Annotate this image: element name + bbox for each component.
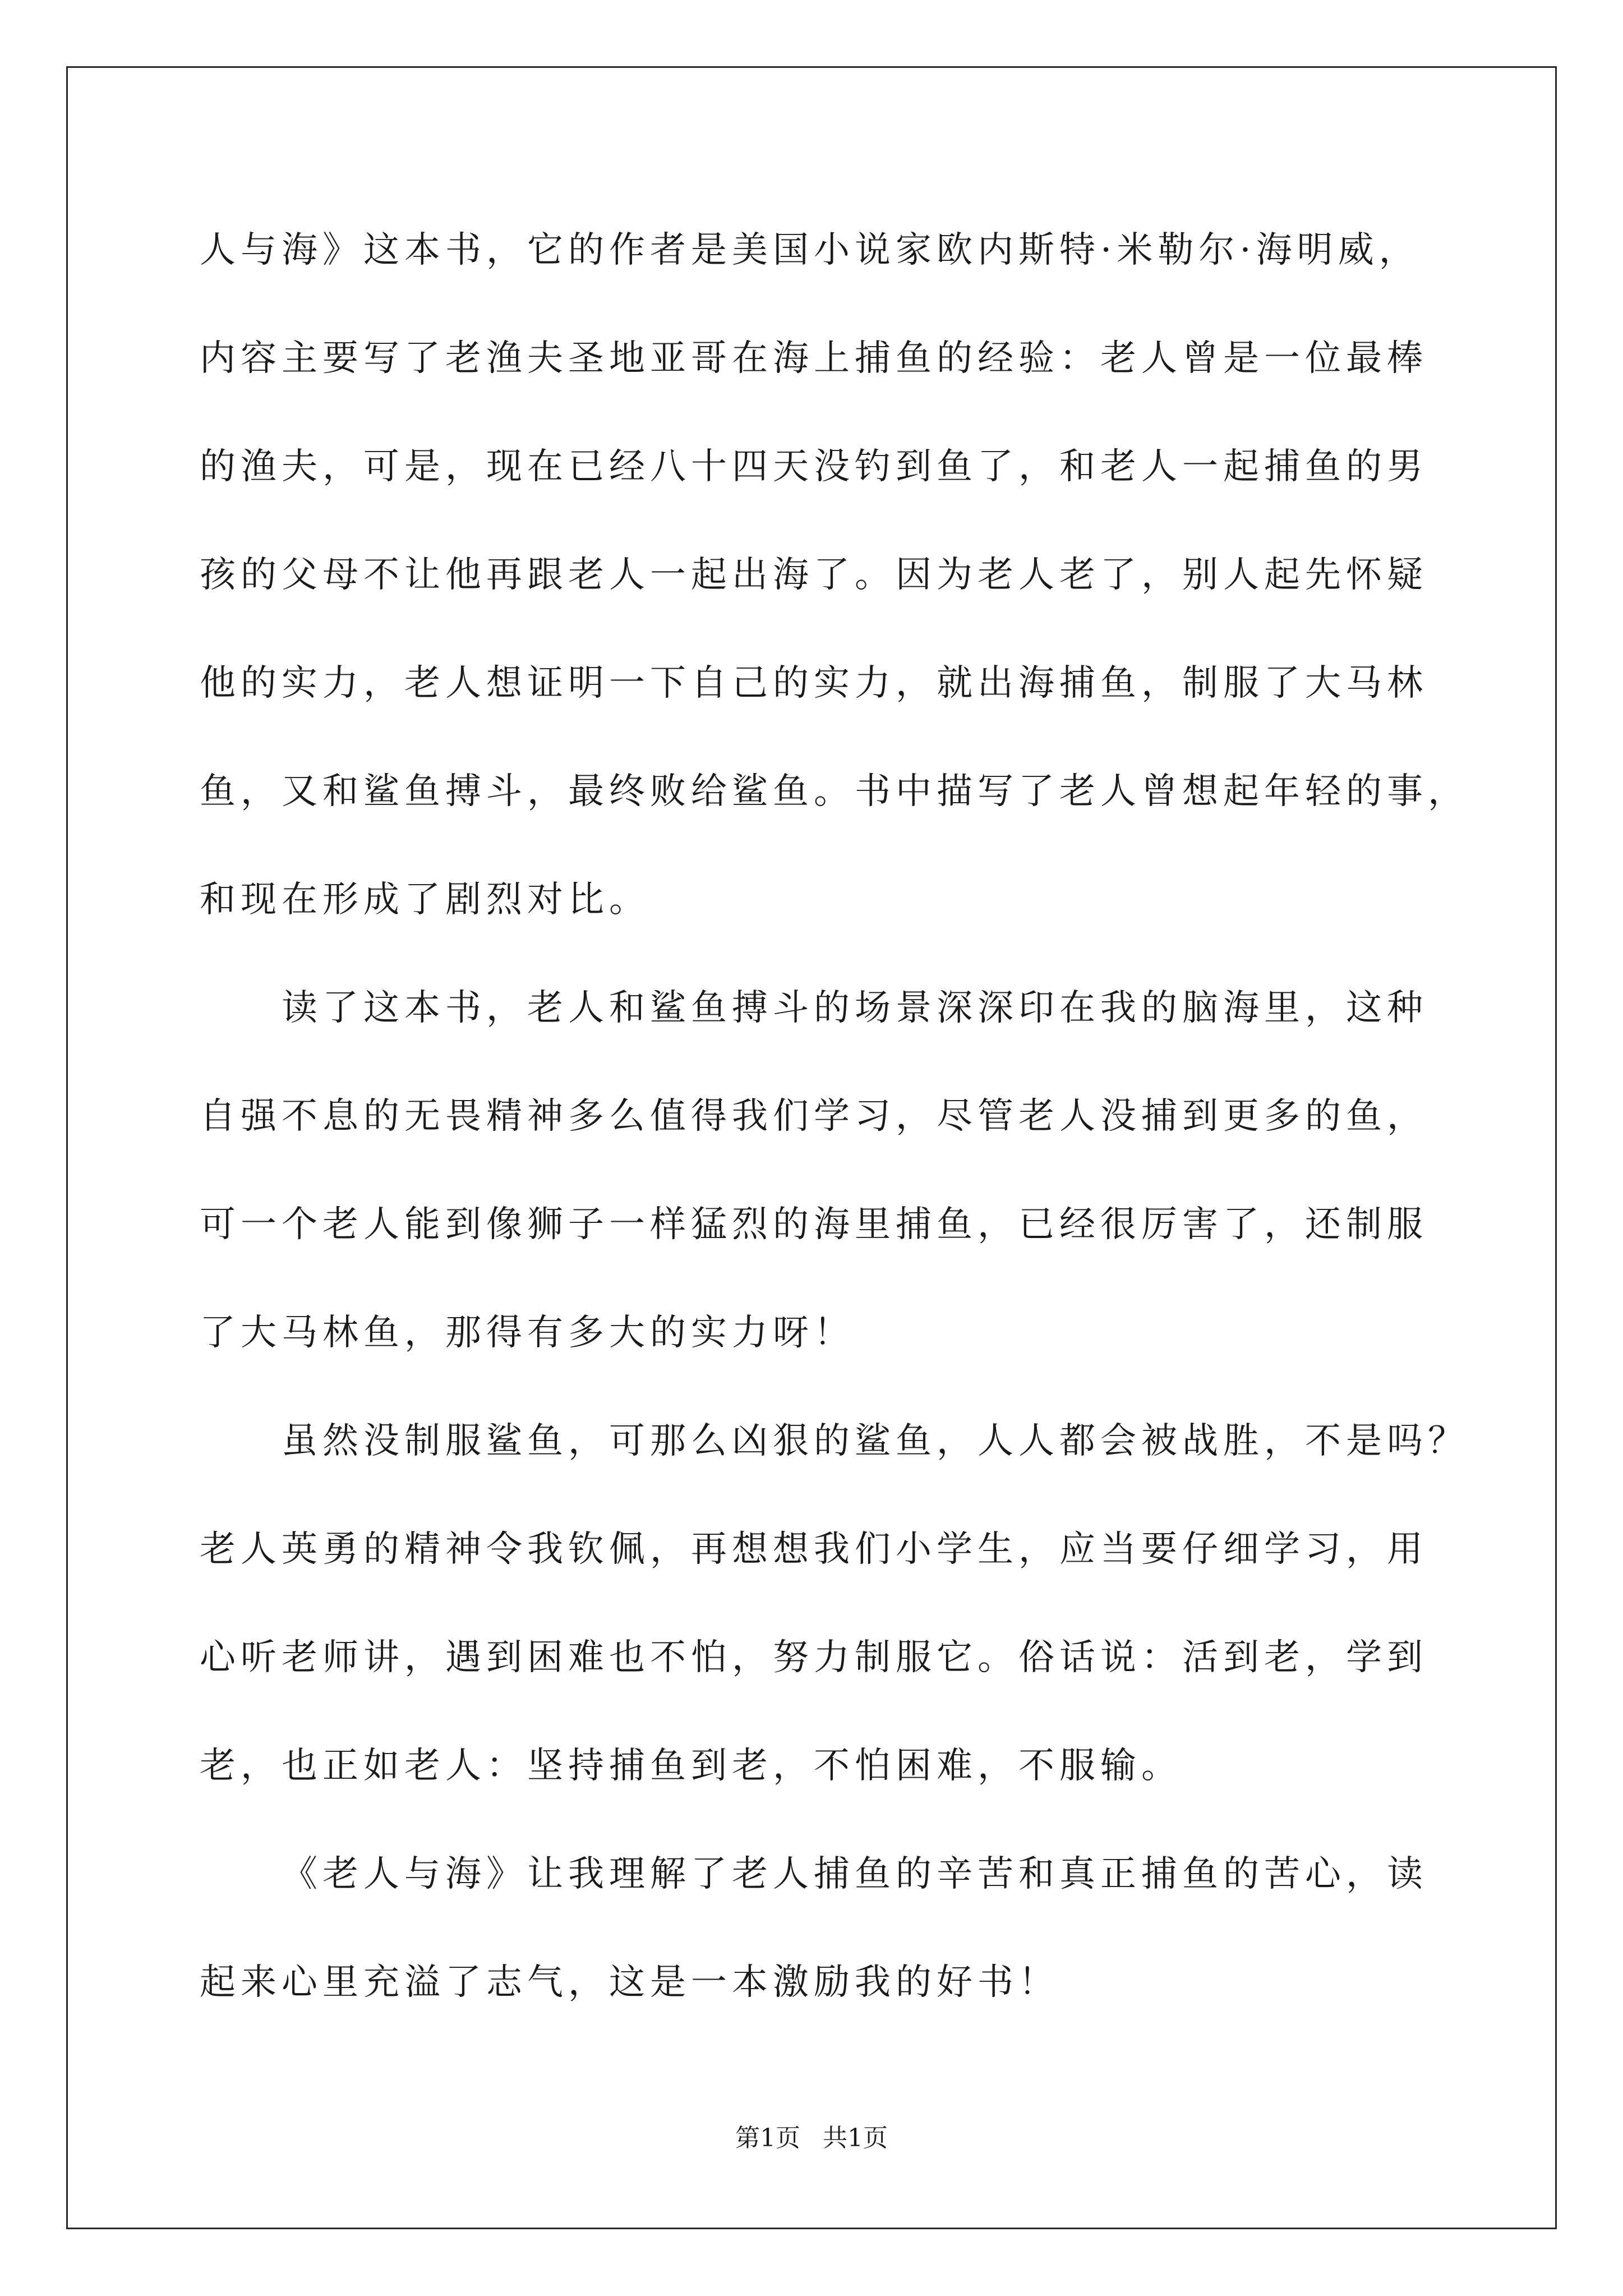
text-line: 起来心里充溢了志气，这是一本激励我的好书！ bbox=[200, 1962, 1059, 2003]
text-line: 了大马林鱼，那得有多大的实力呀！ bbox=[200, 1312, 855, 1354]
text-line: 内容主要写了老渔夫圣地亚哥在海上捕鱼的经验：老人曾是一位最棒 bbox=[200, 338, 1428, 379]
page-footer bbox=[0, 2122, 1623, 2155]
paragraph-first-line: 《老人与海》让我理解了老人捕鱼的辛苦和真正捕鱼的苦心，读 bbox=[282, 1853, 1428, 1895]
page-number: 第1页 bbox=[735, 2124, 800, 2152]
text-line: 鱼，又和鲨鱼搏斗，最终败给鲨鱼。书中描写了老人曾想起年轻的事， bbox=[200, 771, 1469, 812]
text-line: 的渔夫，可是，现在已经八十四天没钓到鱼了，和老人一起捕鱼的男 bbox=[200, 446, 1428, 487]
text-line: 自强不息的无畏精神多么值得我们学习，尽管老人没捕到更多的鱼， bbox=[200, 1096, 1428, 1137]
text-line: 老，也正如老人：坚持捕鱼到老，不怕困难，不服输。 bbox=[200, 1745, 1182, 1787]
text-line: 老人英勇的精神令我钦佩，再想想我们小学生，应当要仔细学习，用 bbox=[200, 1529, 1428, 1570]
text-line: 人与海》这本书，它的作者是美国小说家欧内斯特·米勒尔·海明威， bbox=[200, 229, 1420, 271]
document-body bbox=[200, 196, 1469, 2037]
text-line: 和现在形成了剧烈对比。 bbox=[200, 879, 650, 921]
paragraph-first-line: 读了这本书，老人和鲨鱼搏斗的场景深深印在我的脑海里，这种 bbox=[282, 987, 1428, 1029]
page-total: 共1页 bbox=[823, 2124, 888, 2152]
text-line: 心听老师讲，遇到困难也不怕，努力制服它。俗话说：活到老，学到 bbox=[200, 1637, 1428, 1678]
text-line: 他的实力，老人想证明一下自己的实力，就出海捕鱼，制服了大马林 bbox=[200, 662, 1428, 704]
text-line: 可一个老人能到像狮子一样猛烈的海里捕鱼，已经很厉害了，还制服 bbox=[200, 1204, 1428, 1245]
text-line: 孩的父母不让他再跟老人一起出海了。因为老人老了，别人起先怀疑 bbox=[200, 554, 1428, 596]
paragraph-first-line: 虽然没制服鲨鱼，可那么凶狠的鲨鱼，人人都会被战胜，不是吗？ bbox=[282, 1420, 1469, 1462]
